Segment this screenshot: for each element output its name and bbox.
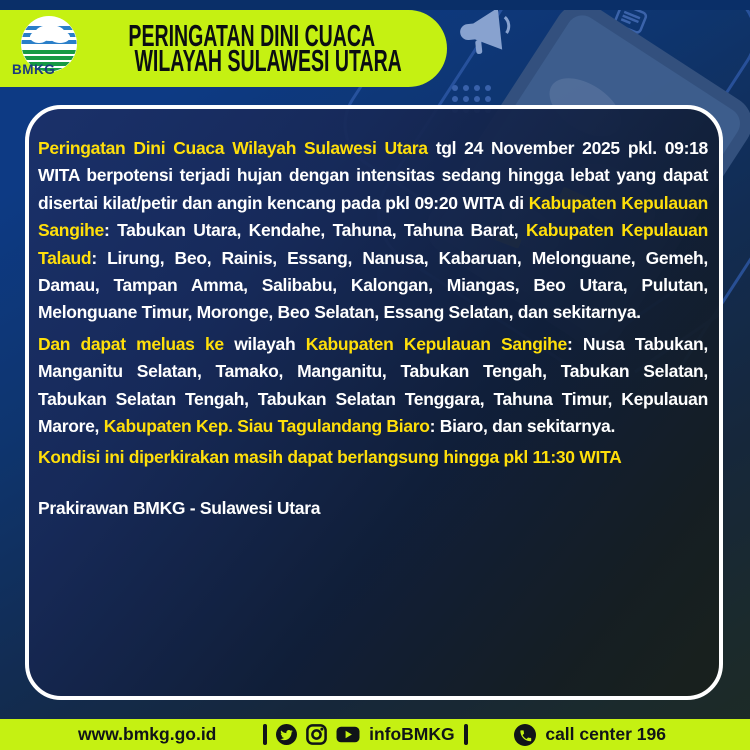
youtube-icon [336,724,360,745]
bmkg-logo-label: BMKG [12,62,56,77]
separator-bar [263,724,267,745]
p2-text-2: : Nusa Tabukan, Manganitu Selatan, Tamako, Manganitu, Tabukan Tengah, Tabukan Selatan, Tabukan Selatan Tengah, Tabukan Selatan Tenggara, Tahuna Timur, Kepulauan Marore, [38,333,708,437]
title-line-1: PERINGATAN DINI CUACA [128,18,376,53]
p1-highlight-sangihe: Kabupaten Kepulauan Sangihe [38,192,709,241]
forecaster-signature: Prakirawan BMKG - Sulawesi Utara [38,497,321,518]
social-handle: infoBMKG [369,724,455,744]
duration-note: Kondisi ini diperkirakan masih dapat berlangsung hingga pkl 11:30 WITA [38,447,622,468]
call-center-label: call center 196 [545,724,666,744]
top-navy-strip [0,0,750,10]
separator-bar [464,724,468,745]
p1-text-2: : Tabukan Utara, Kendahe, Tahuna, Tahuna Barat, [103,220,526,241]
social-media-group [263,724,468,745]
title-line-2: WILAYAH SULAWESI UTARA [134,43,402,78]
warning-card [25,105,723,700]
page-title [56,18,402,78]
warning-paragraph-2 [38,331,708,441]
p1-text-1: tgl 24 November 2025 pkl. 09:18 WITA berpotensi terjadi hujan dengan intensitas sedang hingga lebat yang dapat disertai kilat/petir dan angin kencang pada pkl 09:20 WITA di [38,138,708,213]
p2-highlight-sitaro: Kabupaten Kep. Siau Tagulandang Biaro [103,416,430,437]
p2-highlight-meluas: Dan dapat meluas ke [38,333,224,354]
header-band [0,10,447,87]
phone-icon [514,724,536,746]
website-url: www.bmkg.go.id [78,724,217,744]
p2-text-3: : Biaro, dan sekitarnya. [429,416,616,437]
p1-highlight-title: Peringatan Dini Cuaca Wilayah Sulawesi Utara [38,138,428,158]
call-center-group [514,724,666,746]
p2-highlight-sangihe: Kabupaten Kepulauan Sangihe [305,333,567,354]
twitter-icon [276,724,297,745]
p1-highlight-talaud: Kabupaten Kepulauan Talaud [38,220,708,268]
footer-bar [0,719,750,750]
p1-text-3: : Lirung, Beo, Rainis, Essang, Nanusa, Kabaruan, Melonguane, Gemeh, Damau, Tampan Amma, Salibabu, Kalongan, Miangas, Beo Utara, Pulutan, Melonguane Timur, Moronge, Beo Selatan, Essang Selatan, dan sekitarnya. [38,247,708,323]
megaphone-icon [458,7,511,56]
instagram-icon [306,724,327,745]
warning-paragraph-1 [38,135,708,327]
p2-text-1: wilayah [223,333,306,354]
